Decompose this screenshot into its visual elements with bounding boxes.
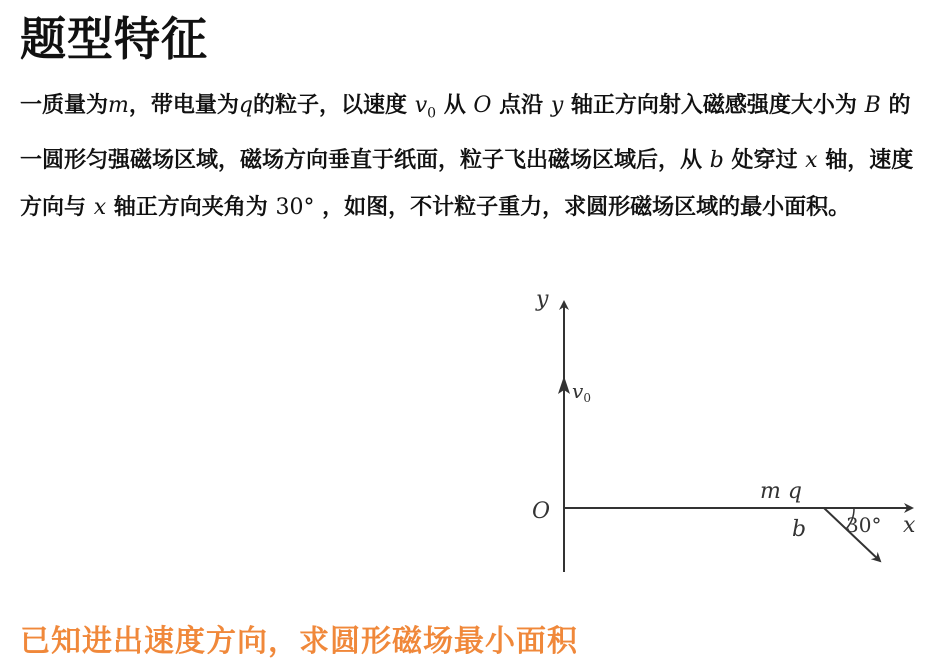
velocity-letter: v bbox=[414, 93, 428, 118]
velocity-subscript: 0 bbox=[427, 105, 437, 122]
velocity-symbol bbox=[414, 93, 437, 122]
mq-label: m q bbox=[760, 479, 802, 504]
angle-value: 30° bbox=[275, 195, 315, 221]
problem-text: 的粒子，以速度 bbox=[253, 93, 408, 118]
problem-text: 点沿 bbox=[499, 93, 544, 118]
field-symbol: B bbox=[864, 93, 881, 118]
x-axis-label: x bbox=[903, 513, 916, 538]
problem-text: 的一圆形匀强磁场区域，磁场方向垂直于纸面，粒子飞出磁场区域后，从 bbox=[20, 93, 911, 174]
origin-symbol: O bbox=[473, 93, 492, 118]
point-b-label: b bbox=[792, 517, 807, 542]
problem-text: 轴正方向射入磁感强度大小为 bbox=[570, 93, 857, 118]
velocity-label-letter: v bbox=[572, 379, 584, 403]
page-title: 题型特征 bbox=[20, 12, 208, 66]
physics-diagram bbox=[520, 280, 940, 590]
problem-text: 从 bbox=[443, 93, 466, 118]
problem-statement bbox=[20, 82, 925, 231]
x-axis-symbol: x bbox=[93, 195, 107, 221]
problem-text: ，如图，不计粒子重力，求圆形磁场区域的最小面积。 bbox=[322, 195, 851, 221]
origin-label: O bbox=[532, 499, 551, 524]
angle-label: 30° bbox=[846, 513, 882, 537]
charge-symbol: q bbox=[238, 93, 253, 118]
point-b-symbol: b bbox=[709, 148, 724, 174]
y-axis-symbol: y bbox=[550, 93, 564, 118]
y-axis-label: y bbox=[536, 287, 549, 312]
problem-text: 一质量为 bbox=[20, 93, 109, 118]
problem-text: 处穿过 bbox=[731, 148, 798, 174]
mass-symbol: m bbox=[108, 93, 129, 118]
problem-text: 轴，速度方向与 bbox=[20, 148, 914, 221]
problem-text: ，带电量为 bbox=[128, 93, 239, 118]
problem-text: 轴正方向夹角为 bbox=[113, 195, 268, 221]
section-subtitle: 已知进出速度方向，求圆形磁场最小面积 bbox=[20, 624, 578, 659]
velocity-label-subscript: 0 bbox=[583, 391, 591, 405]
velocity-label bbox=[572, 379, 591, 405]
x-axis-symbol: x bbox=[805, 148, 818, 174]
